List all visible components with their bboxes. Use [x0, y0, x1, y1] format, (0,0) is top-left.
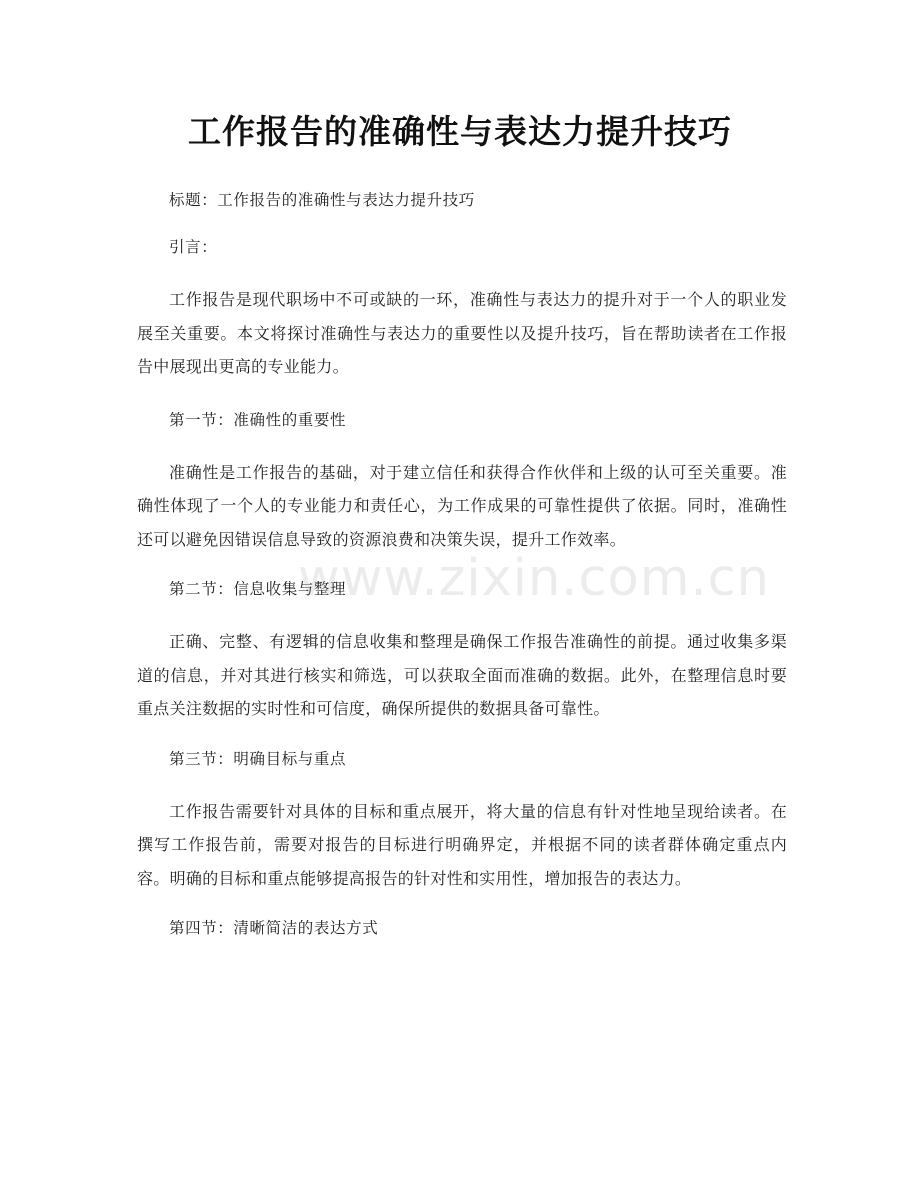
section-paragraph-3: 工作报告需要针对具体的目标和重点展开，将大量的信息有针对性地呈现给读者。在撰写工作报告前，需要对报告的目标进行明确界定，并根据不同的读者群体确定重点内容。明确的目标和重点能够提高报告的针对性和实用性，增加报告的表达力。 [137, 801, 787, 888]
watermark: www.zixin.com.cn [298, 549, 770, 608]
section-paragraph-2: 正确、完整、有逻辑的信息收集和整理是确保工作报告准确性的前提。通过收集多渠道的信息，并对其进行核实和筛选，可以获取全面而准确的数据。此外，在整理信息时要重点关注数据的实时性和可信度，确保所提供的数据具备可靠性。 [137, 632, 787, 718]
section-paragraph-1: 准确性是工作报告的基础，对于建立信任和获得合作伙伴和上级的认可至关重要。准确性体现了一个人的专业能力和责任心，为工作成果的可靠性提供了依据。同时，准确性还可以避免因错误信息导致的资源浪费和决策失误，提升工作效率。 [137, 462, 787, 549]
section-heading-1: 第一节：准确性的重要性 [169, 410, 347, 429]
subtitle-line: 标题：工作报告的准确性与表达力提升技巧 [169, 191, 475, 209]
document-body [137, 186, 787, 942]
section-heading-3: 第三节：明确目标与重点 [169, 749, 347, 768]
intro-paragraph: 工作报告是现代职场中不可或缺的一环，准确性与表达力的提升对于一个人的职业发展至关重要。本文将探讨准确性与表达力的重要性以及提升技巧，旨在帮助读者在工作报告中展现出更高的专业能力。 [137, 290, 787, 376]
document-title: 工作报告的准确性与表达力提升技巧 [188, 112, 732, 151]
section-heading-2: 第二节：信息收集与整理 [169, 580, 347, 598]
intro-label: 引言： [169, 238, 218, 256]
section-heading-4: 第四节：清晰简洁的表达方式 [169, 919, 379, 937]
